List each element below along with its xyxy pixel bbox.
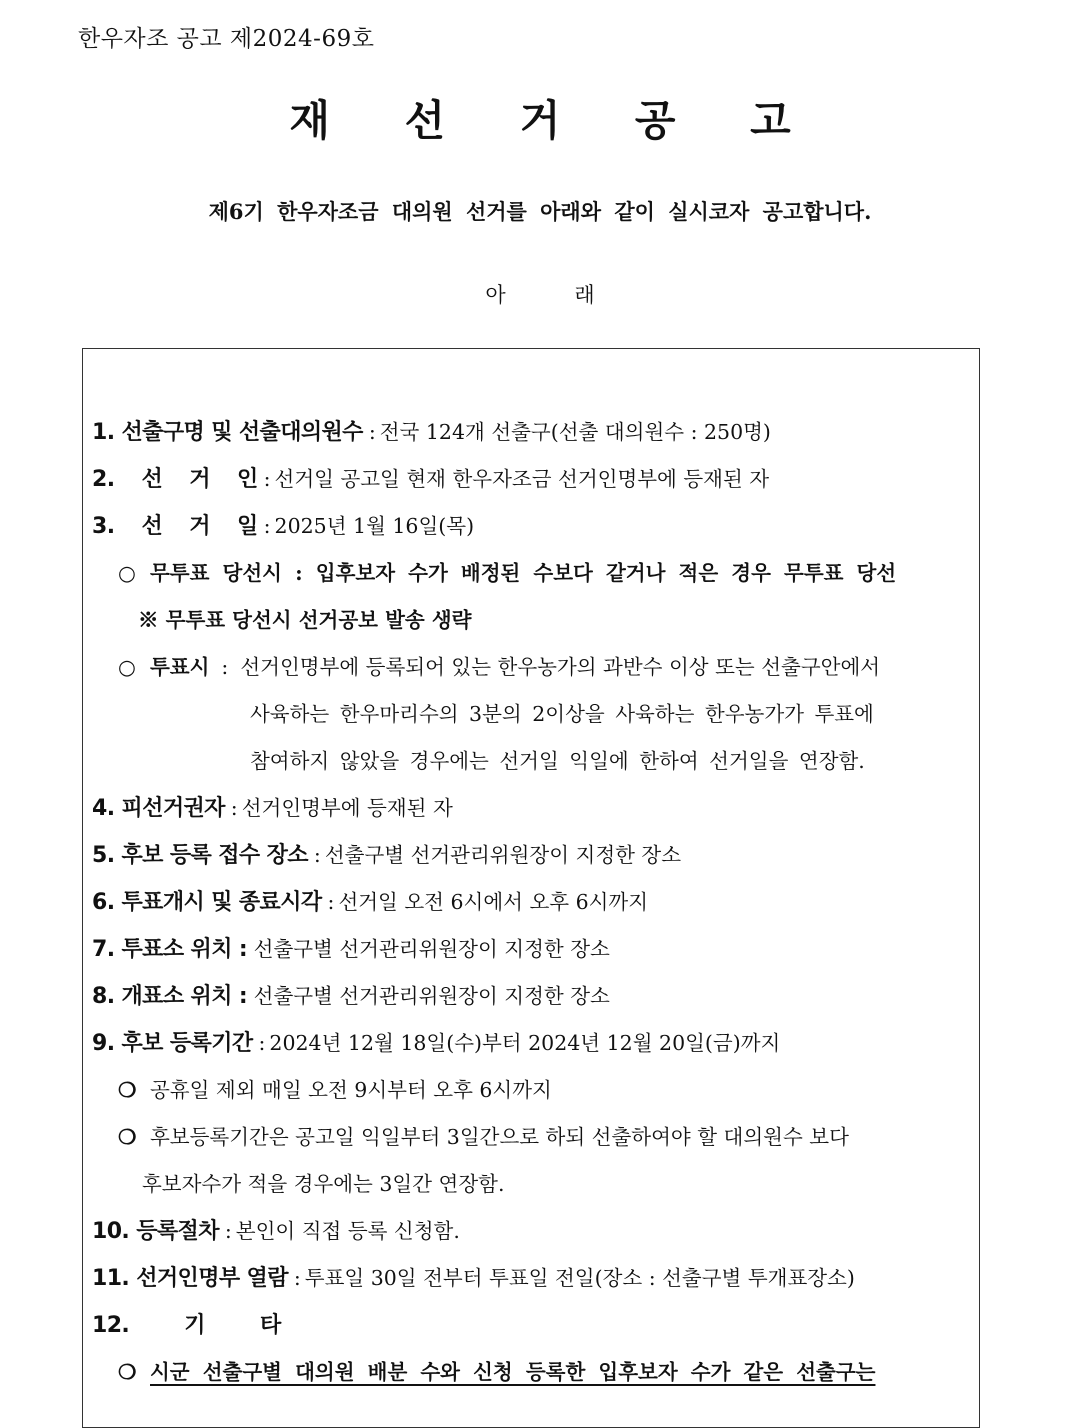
- section-3-bullet-1: [92, 550, 977, 597]
- colon: :: [224, 1219, 232, 1243]
- section-3-bullet-1-text: 무투표 당선시 : 입후보자 수가 배정된 수보다 같거나 적은 경우 무투표 당선: [150, 561, 897, 585]
- section-3-note-text: ※ 무투표 당선시 선거공보 발송 생략: [138, 608, 472, 632]
- circle-bullet-icon: ○: [118, 561, 136, 585]
- section-5: [92, 832, 977, 879]
- section-3-bullet-2-text-2: 사육하는 한우마리수의 3분의 2이상을 사육하는 한우농가가 투표에: [250, 702, 874, 726]
- section-9-bullet-2-text-1: 후보등록기간은 공고일 익일부터 3일간으로 하되 선출하여야 할 대의원수 보다: [150, 1125, 849, 1149]
- section-3-bullet-2-text-1: 선거인명부에 등록되어 있는 한우농가의 과반수 이상 또는 선출구안에서: [240, 655, 881, 679]
- notice-sections: [92, 409, 977, 1396]
- filled-bullet-icon: ❍: [118, 1078, 137, 1102]
- section-9-bullet-1: [92, 1067, 977, 1114]
- below-heading: 아 래: [485, 283, 595, 307]
- section-4-label: 4. 피선거권자: [92, 796, 225, 821]
- section-4-text: 선거인명부에 등재된 자: [241, 796, 453, 820]
- section-6-text: 선거일 오전 6시에서 오후 6시까지: [338, 890, 649, 914]
- intro-text: 제6기 한우자조금 대의원 선거를 아래와 같이 실시코자 공고합니다.: [208, 199, 872, 224]
- colon: :: [221, 655, 229, 679]
- colon: :: [263, 514, 271, 538]
- section-3-bullet-2-cont-1: [92, 691, 977, 738]
- colon: :: [293, 1266, 301, 1290]
- section-5-label: 5. 후보 등록 접수 장소: [92, 843, 308, 868]
- section-10-label: 10. 등록절차: [92, 1219, 219, 1244]
- section-8-label: 8. 개표소 위치 :: [92, 984, 248, 1009]
- section-1-text: 전국 124개 선출구(선출 대의원수 : 250명): [379, 420, 771, 444]
- section-4: [92, 785, 977, 832]
- section-10-text: 본인이 직접 등록 신청함.: [235, 1219, 460, 1243]
- section-7: [92, 926, 977, 973]
- section-12-bullet-1-text: 시군 선출구별 대의원 배분 수와 신청 등록한 입후보자 수가 같은 선출구는: [150, 1360, 876, 1384]
- colon: :: [230, 796, 238, 820]
- section-3-note: [92, 597, 977, 644]
- section-7-label: 7. 투표소 위치 :: [92, 937, 248, 962]
- section-9-text: 2024년 12월 18일(수)부터 2024년 12월 20일(금)까지: [269, 1031, 781, 1055]
- section-11: [92, 1255, 977, 1302]
- section-12-label: 12. 기 타: [92, 1313, 281, 1338]
- section-8-text: 선출구별 선거관리위원장이 지정한 장소: [253, 984, 610, 1008]
- section-9-bullet-2-text-2: 후보자수가 적을 경우에는 3일간 연장함.: [142, 1172, 505, 1196]
- section-3-bullet-2-cont-2: [92, 738, 977, 785]
- page-title: 재 선 거 공 고: [289, 96, 821, 145]
- section-9-bullet-2-cont: [92, 1161, 977, 1208]
- section-11-label: 11. 선거인명부 열람: [92, 1266, 288, 1291]
- section-1: [92, 409, 977, 456]
- section-3-bullet-2-label: 투표시: [150, 655, 210, 679]
- section-3-text: 2025년 1월 16일(목): [274, 514, 475, 538]
- section-2-label: 2. 선 거 인: [92, 467, 258, 492]
- section-2: [92, 456, 977, 503]
- section-12-bullet-1: [92, 1349, 977, 1396]
- colon: :: [258, 1031, 266, 1055]
- colon: :: [313, 843, 321, 867]
- notice-number: 한우자조 공고 제2024-69호: [78, 26, 375, 52]
- filled-bullet-icon: ❍: [118, 1125, 137, 1149]
- section-8: [92, 973, 977, 1020]
- section-3: [92, 503, 977, 550]
- colon: :: [263, 467, 271, 491]
- section-10: [92, 1208, 977, 1255]
- colon: :: [368, 420, 376, 444]
- section-6: [92, 879, 977, 926]
- section-11-text: 투표일 30일 전부터 투표일 전일(장소 : 선출구별 투개표장소): [304, 1266, 855, 1290]
- section-9-bullet-1-text: 공휴일 제외 매일 오전 9시부터 오후 6시까지: [150, 1078, 552, 1102]
- section-3-bullet-2: [92, 644, 977, 691]
- section-3-label: 3. 선 거 일: [92, 514, 258, 539]
- section-9-bullet-2: [92, 1114, 977, 1161]
- colon: :: [327, 890, 335, 914]
- section-9: [92, 1020, 977, 1067]
- circle-bullet-icon: ○: [118, 655, 136, 679]
- section-9-label: 9. 후보 등록기간: [92, 1031, 253, 1056]
- section-1-label: 1. 선출구명 및 선출대의원수: [92, 420, 363, 445]
- section-7-text: 선출구별 선거관리위원장이 지정한 장소: [253, 937, 610, 961]
- section-2-text: 선거일 공고일 현재 한우자조금 선거인명부에 등재된 자: [274, 467, 770, 491]
- section-12: [92, 1302, 977, 1349]
- section-5-text: 선출구별 선거관리위원장이 지정한 장소: [324, 843, 682, 867]
- section-6-label: 6. 투표개시 및 종료시각: [92, 890, 322, 915]
- filled-bullet-icon: ❍: [118, 1360, 137, 1384]
- section-3-bullet-2-text-3: 참여하지 않았을 경우에는 선거일 익일에 한하여 선거일을 연장함.: [250, 749, 865, 773]
